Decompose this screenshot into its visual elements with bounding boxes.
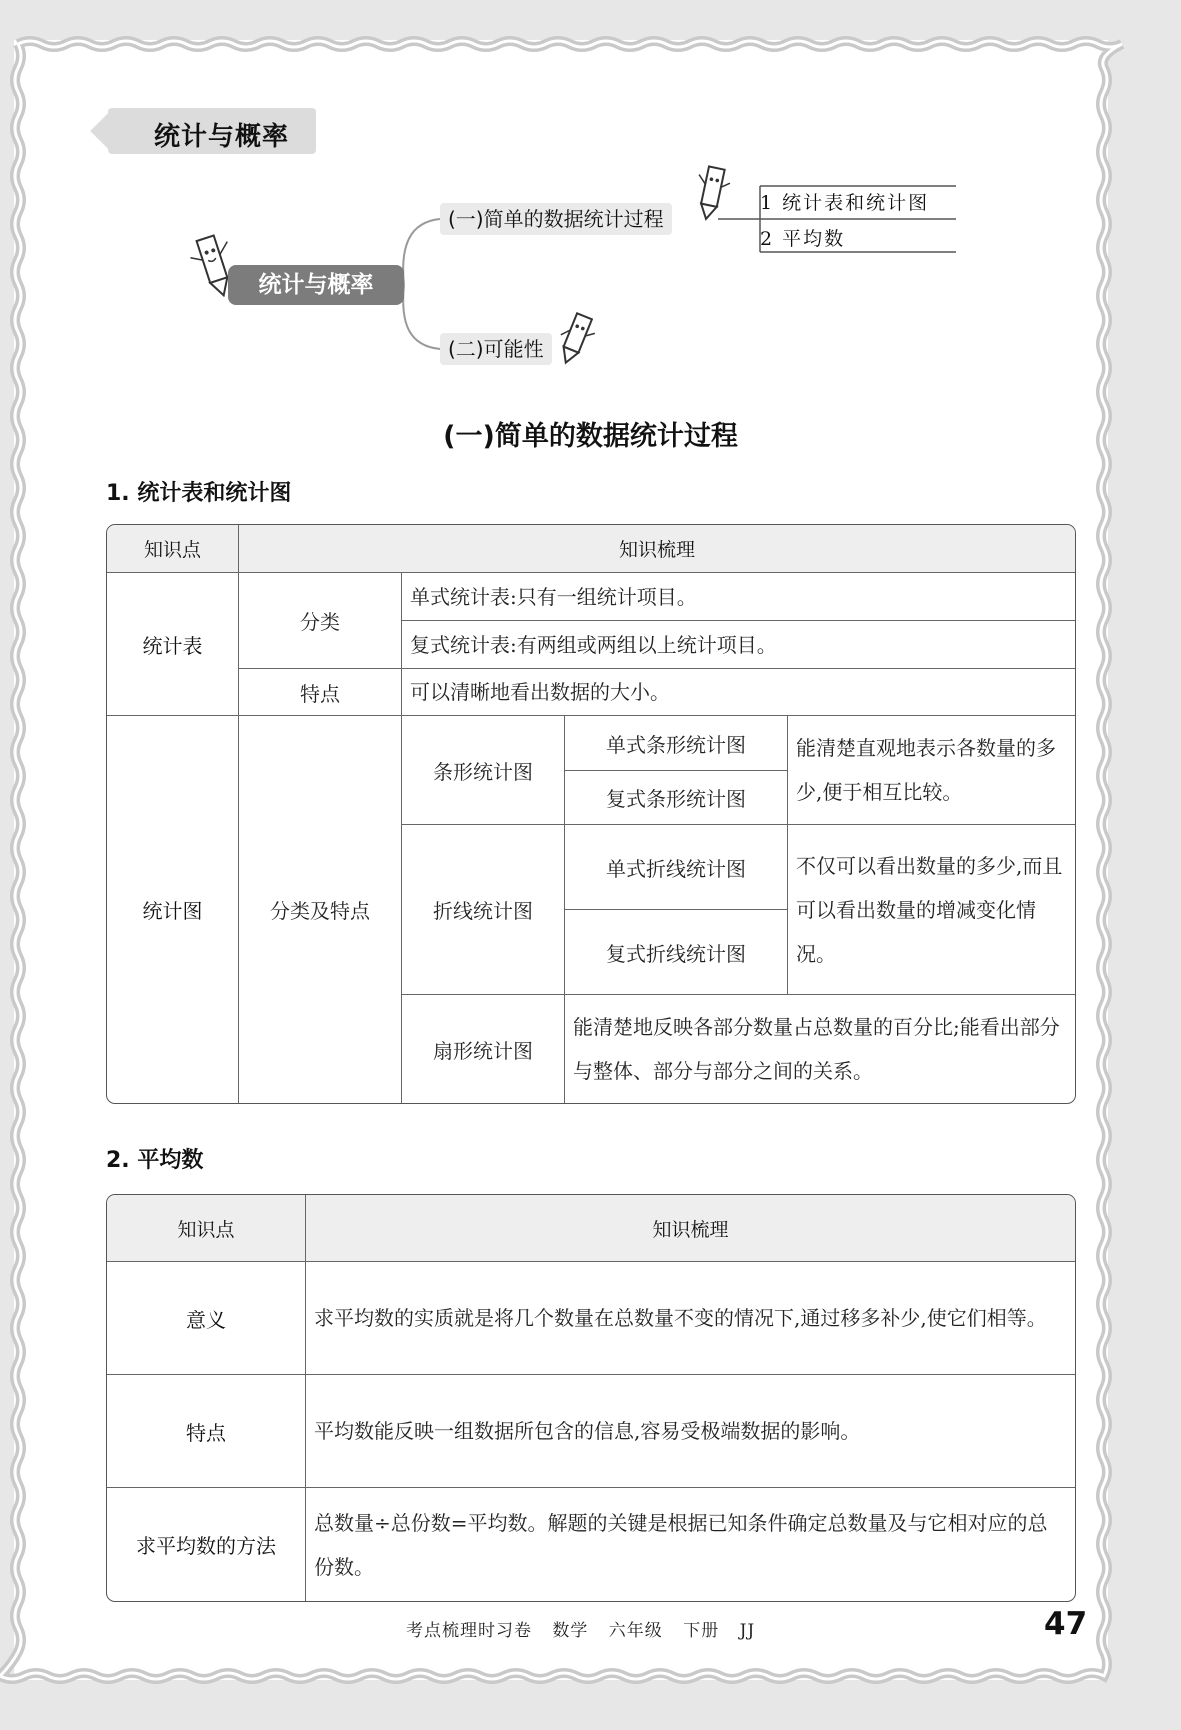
table-header-cell: 知识梳理	[306, 1195, 1075, 1262]
cell-line-chart: 折线统计图	[402, 825, 565, 995]
cell-bar-chart: 条形统计图	[402, 716, 565, 825]
main-title: (一)简单的数据统计过程	[443, 421, 738, 452]
cell-fenlei-tedian: 分类及特点	[239, 716, 402, 1103]
cell-yiyi-desc: 求平均数的实质就是将几个数量在总数量不变的情况下,通过移多补少,使它们相等。	[306, 1262, 1075, 1375]
cell-pie-chart: 扇形统计图	[402, 995, 565, 1103]
footer-text: 考点梳理时习卷 数学 六年级 下册 JJ	[406, 1621, 756, 1641]
section-tag-label: 统计与概率	[154, 122, 290, 152]
table-header-cell: 知识梳理	[239, 525, 1075, 573]
row-label-yiyi: 意义	[107, 1262, 306, 1375]
cell-tedian-desc: 平均数能反映一组数据所包含的信息,容易受极端数据的影响。	[306, 1375, 1075, 1488]
cell-line-desc: 不仅可以看出数量的多少,而且可以看出数量的增减变化情况。	[788, 825, 1075, 995]
mindmap-branch-2: (二)可能性	[440, 333, 552, 365]
row-label-tedian: 特点	[107, 1375, 306, 1488]
pencil-mascot-icon	[690, 165, 732, 223]
knowledge-table-2	[106, 1194, 1076, 1602]
cell-fushi-desc: 复式统计表:有两组或两组以上统计项目。	[402, 621, 1075, 669]
cell-fenlei: 分类	[239, 573, 402, 669]
section-heading-2: 2. 平均数	[106, 1148, 204, 1173]
cell-line-multi: 复式折线统计图	[565, 910, 788, 995]
cell-method-desc: 总数量÷总份数=平均数。解题的关键是根据已知条件确定总数量及与它相对应的总份数。	[314, 1510, 1048, 1579]
table-header-cell: 知识点	[107, 1195, 306, 1262]
cell-tedian-desc: 可以清晰地看出数据的大小。	[402, 669, 1075, 716]
table-header-cell: 知识点	[107, 525, 239, 573]
cell-line-single: 单式折线统计图	[565, 825, 788, 910]
row-label-stat-chart: 统计图	[107, 716, 239, 1103]
cell-bar-multi: 复式条形统计图	[565, 771, 788, 825]
cell-bar-single: 单式条形统计图	[565, 716, 788, 771]
row-label-stat-table: 统计表	[107, 573, 239, 716]
mindmap-branch-1: (一)简单的数据统计过程	[440, 203, 672, 235]
mindmap-leaf-2: 2 平均数	[760, 228, 846, 250]
cell-pie-desc: 能清楚地反映各部分数量占总数量的百分比;能看出部分与整体、部分与部分之间的关系。	[573, 1015, 1060, 1083]
pencil-mascot-icon	[552, 311, 599, 369]
page-number: 47	[1044, 1606, 1088, 1642]
mindmap-root: 统计与概率	[228, 265, 404, 305]
section-heading-1: 1. 统计表和统计图	[106, 481, 292, 506]
cell-tedian: 特点	[239, 669, 402, 716]
row-label-method: 求平均数的方法	[107, 1488, 306, 1601]
mindmap-leaf-1: 1 统计表和统计图	[760, 192, 930, 214]
cell-bar-desc: 能清楚直观地表示各数量的多少,便于相互比较。	[788, 716, 1075, 825]
cell-danshi-desc: 单式统计表:只有一组统计项目。	[402, 573, 1075, 621]
knowledge-table-1	[106, 524, 1076, 1104]
